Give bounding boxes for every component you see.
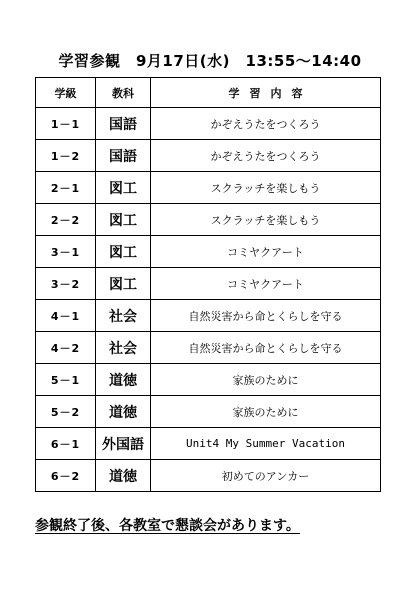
subject-cell: 図工 xyxy=(96,236,151,268)
subject-cell: 道徳 xyxy=(96,460,151,492)
subject-cell: 国語 xyxy=(96,108,151,140)
subject-column-header: 教科 xyxy=(96,78,151,108)
table-row xyxy=(36,396,381,428)
page-title: 学習参観 9月17日(水) 13:55～14:40 xyxy=(58,52,362,70)
class-cell: 5－2 xyxy=(36,396,96,428)
class-cell: 6－1 xyxy=(36,428,96,460)
class-cell: 4－1 xyxy=(36,300,96,332)
content-cell: 初めてのアンカー xyxy=(151,460,381,492)
table-row xyxy=(36,364,381,396)
schedule-table-body xyxy=(36,108,381,492)
schedule-table-header xyxy=(36,78,381,108)
class-cell: 4－2 xyxy=(36,332,96,364)
class-cell: 2－2 xyxy=(36,204,96,236)
class-cell: 3－1 xyxy=(36,236,96,268)
content-cell: Unit4 My Summer Vacation xyxy=(151,428,381,460)
content-cell: かぞえうたをつくろう xyxy=(151,140,381,172)
content-cell: かぞえうたをつくろう xyxy=(151,108,381,140)
class-cell: 6－2 xyxy=(36,460,96,492)
subject-cell: 国語 xyxy=(96,140,151,172)
subject-cell: 道徳 xyxy=(96,396,151,428)
content-column-header: 学習内容 xyxy=(151,78,381,108)
subject-cell: 図工 xyxy=(96,268,151,300)
schedule-table xyxy=(35,77,381,492)
table-row xyxy=(36,300,381,332)
subject-cell: 社会 xyxy=(96,332,151,364)
content-cell: コミヤクアート xyxy=(151,236,381,268)
class-cell: 2－1 xyxy=(36,172,96,204)
table-row xyxy=(36,236,381,268)
content-cell: 自然災害から命とくらしを守る xyxy=(151,300,381,332)
table-row xyxy=(36,428,381,460)
table-row xyxy=(36,140,381,172)
footer-note: 参観終了後、各教室で懇談会があります。 xyxy=(35,518,300,534)
subject-cell: 道徳 xyxy=(96,364,151,396)
content-cell: スクラッチを楽しもう xyxy=(151,172,381,204)
class-cell: 5－1 xyxy=(36,364,96,396)
table-row xyxy=(36,460,381,492)
class-column-header: 学級 xyxy=(36,78,96,108)
table-row xyxy=(36,172,381,204)
table-row xyxy=(36,332,381,364)
subject-cell: 図工 xyxy=(96,204,151,236)
class-cell: 1－2 xyxy=(36,140,96,172)
header-row xyxy=(36,78,381,108)
content-cell: 自然災害から命とくらしを守る xyxy=(151,332,381,364)
subject-cell: 図工 xyxy=(96,172,151,204)
content-cell: コミヤクアート xyxy=(151,268,381,300)
content-cell: スクラッチを楽しもう xyxy=(151,204,381,236)
table-row xyxy=(36,108,381,140)
table-row xyxy=(36,204,381,236)
class-cell: 1－1 xyxy=(36,108,96,140)
content-cell: 家族のために xyxy=(151,396,381,428)
content-cell: 家族のために xyxy=(151,364,381,396)
table-row xyxy=(36,268,381,300)
class-cell: 3－2 xyxy=(36,268,96,300)
subject-cell: 社会 xyxy=(96,300,151,332)
subject-cell: 外国語 xyxy=(96,428,151,460)
